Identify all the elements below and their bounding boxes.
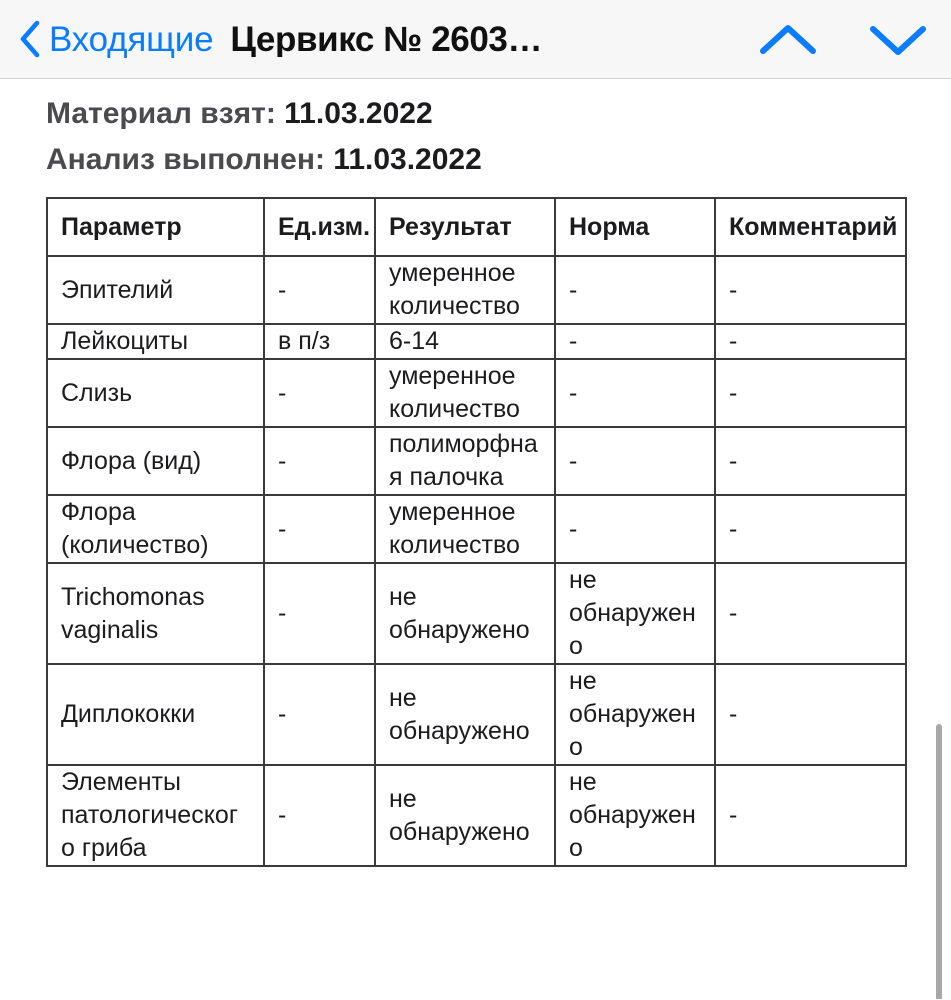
cell-norm-text: не обнаружено — [569, 667, 696, 761]
chevron-down-icon[interactable] — [867, 17, 929, 63]
cell-comment — [715, 664, 906, 765]
cell-norm-text: не обнаружено — [569, 566, 696, 660]
cell-result — [375, 563, 555, 664]
table-header-row — [47, 198, 906, 256]
column-header-result: Результат — [375, 198, 555, 256]
cell-parameter-text: Флора (количество) — [61, 498, 209, 559]
cell-parameter — [47, 324, 264, 359]
cell-norm — [555, 495, 715, 563]
cell-parameter-text: Эпителий — [61, 275, 174, 304]
cell-unit — [264, 765, 375, 866]
table-body — [47, 256, 906, 866]
cell-comment-text: - — [729, 801, 738, 829]
table-row — [47, 664, 906, 765]
cell-comment-text: - — [729, 378, 738, 407]
cell-unit — [264, 324, 375, 359]
cell-norm — [555, 427, 715, 495]
cell-unit — [264, 359, 375, 427]
cell-parameter — [47, 427, 264, 495]
table-row — [47, 359, 906, 427]
cell-parameter-text: Trichomonas vaginalis — [61, 582, 205, 644]
cell-result — [375, 495, 555, 563]
navigation-bar — [0, 0, 951, 79]
cell-comment — [715, 359, 906, 427]
cell-parameter-text: Слизь — [61, 378, 133, 407]
cell-norm — [555, 563, 715, 664]
completed-date-value: 11.03.2022 — [333, 143, 482, 176]
cell-norm — [555, 256, 715, 324]
cell-comment — [715, 765, 906, 866]
page-title: Цервикс № 2603… — [230, 21, 543, 57]
cell-norm-text: не обнаружено — [569, 768, 696, 862]
column-header-comment: Комментарий — [715, 198, 906, 256]
collected-date-label: Материал взят: — [46, 97, 276, 130]
back-button-label: Входящие — [49, 19, 214, 59]
cell-result-text: не обнаружено — [389, 582, 530, 644]
cell-norm — [555, 324, 715, 359]
results-table — [46, 197, 907, 867]
cell-comment-text: - — [729, 327, 738, 355]
cell-result — [375, 765, 555, 866]
vertical-scrollbar[interactable] — [936, 724, 942, 999]
cell-unit-text: - — [278, 599, 287, 627]
collected-date-value: 11.03.2022 — [284, 97, 433, 130]
column-header-norm: Норма — [555, 198, 715, 256]
table-row — [47, 495, 906, 563]
cell-result-text: не обнаружено — [389, 784, 530, 846]
cell-unit-text: - — [278, 275, 287, 304]
table-row — [47, 563, 906, 664]
cell-unit-text: - — [278, 378, 287, 407]
cell-result-text: 6-14 — [389, 327, 440, 355]
cell-parameter — [47, 359, 264, 427]
chevron-left-icon — [18, 20, 40, 58]
cell-parameter — [47, 563, 264, 664]
cell-parameter-text: Элементы патологического гриба — [61, 768, 238, 862]
cell-parameter-text: Диплококки — [61, 700, 196, 728]
cell-parameter — [47, 495, 264, 563]
cell-unit — [264, 495, 375, 563]
table-row — [47, 765, 906, 866]
cell-result-text: умеренное количество — [389, 498, 520, 559]
cell-norm-text: - — [569, 446, 578, 475]
completed-date-line — [46, 145, 951, 175]
cell-result — [375, 256, 555, 324]
table-header — [47, 198, 906, 256]
cell-comment-text: - — [729, 599, 738, 627]
cell-unit — [264, 664, 375, 765]
cell-comment — [715, 256, 906, 324]
cell-unit-text: - — [278, 514, 287, 543]
cell-norm-text: - — [569, 514, 578, 543]
cell-result — [375, 324, 555, 359]
column-header-unit: Ед.изм. — [264, 198, 375, 256]
cell-norm — [555, 765, 715, 866]
table-row — [47, 256, 906, 324]
cell-result — [375, 359, 555, 427]
cell-result-text: умеренное количество — [389, 362, 520, 423]
table-row — [47, 427, 906, 495]
cell-norm-text: - — [569, 275, 578, 304]
chevron-up-icon[interactable] — [757, 17, 819, 63]
cell-unit-text: в п/з — [278, 327, 331, 355]
cell-parameter — [47, 256, 264, 324]
cell-comment-text: - — [729, 446, 738, 475]
cell-parameter-text: Лейкоциты — [61, 327, 189, 355]
cell-result — [375, 427, 555, 495]
cell-comment-text: - — [729, 700, 738, 728]
cell-comment-text: - — [729, 514, 738, 543]
cell-comment — [715, 427, 906, 495]
cell-unit — [264, 427, 375, 495]
navigation-arrows — [757, 0, 929, 79]
scrollbar-thumb[interactable] — [936, 724, 942, 999]
cell-unit — [264, 256, 375, 324]
cell-parameter — [47, 664, 264, 765]
cell-unit-text: - — [278, 700, 287, 728]
cell-comment — [715, 495, 906, 563]
cell-norm-text: - — [569, 378, 578, 407]
cell-comment-text: - — [729, 275, 738, 304]
back-button[interactable] — [18, 20, 213, 58]
results-table-wrapper — [46, 197, 905, 867]
cell-result-text: полиморфная палочка — [389, 430, 538, 491]
report-content — [0, 79, 951, 999]
cell-parameter-text: Флора (вид) — [61, 446, 202, 475]
cell-comment — [715, 324, 906, 359]
column-header-parameter: Параметр — [47, 198, 264, 256]
table-row — [47, 324, 906, 359]
cell-result-text: не обнаружено — [389, 683, 530, 745]
cell-comment — [715, 563, 906, 664]
cell-unit-text: - — [278, 446, 287, 475]
cell-result — [375, 664, 555, 765]
cell-parameter — [47, 765, 264, 866]
cell-norm-text: - — [569, 327, 578, 355]
cell-unit — [264, 563, 375, 664]
report-meta — [0, 79, 951, 175]
cell-norm — [555, 664, 715, 765]
collected-date-line — [46, 99, 951, 129]
cell-norm — [555, 359, 715, 427]
cell-result-text: умеренное количество — [389, 259, 520, 320]
cell-unit-text: - — [278, 801, 287, 829]
completed-date-label: Анализ выполнен: — [46, 143, 325, 176]
